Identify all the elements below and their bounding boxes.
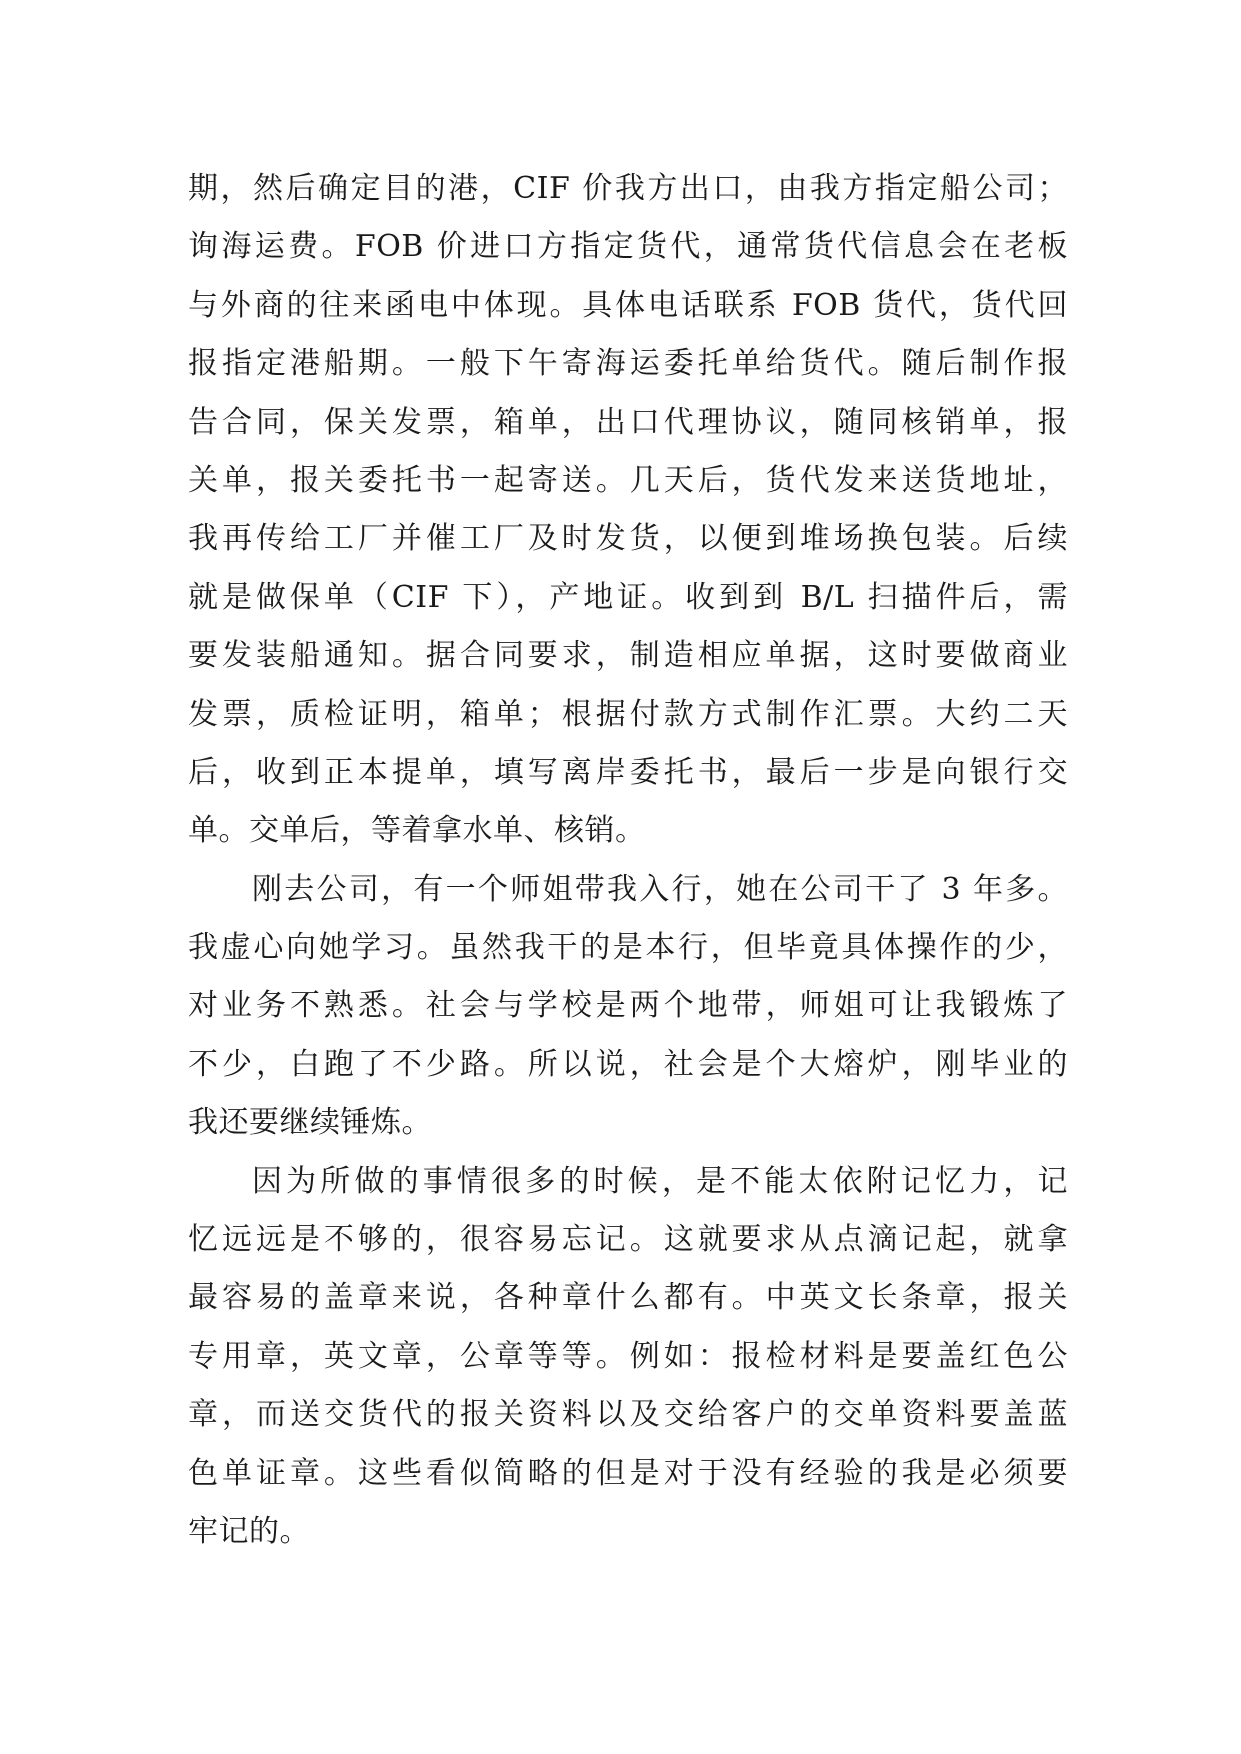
paragraph-line: 与外商的往来函电中体现。具体电话联系 FOB 货代，货代回: [188, 287, 1068, 323]
paragraph-line: 关单，报关委托书一起寄送。几天后，货代发来送货地址，: [188, 462, 1068, 498]
paragraph-line: 对业务不熟悉。社会与学校是两个地带，师姐可让我锻炼了: [188, 988, 1068, 1024]
paragraph-line: 单。交单后，等着拿水单、核销。: [188, 813, 646, 849]
paragraph-line: 专用章，英文章，公章等等。例如：报检材料是要盖红色公: [188, 1338, 1068, 1374]
paragraph-line: 因为所做的事情很多的时候，是不能太依附记忆力，记: [252, 1163, 1068, 1199]
paragraph-line: 询海运费。FOB 价进口方指定货代，通常货代信息会在老板: [188, 229, 1068, 265]
paragraph-line: 章，而送交货代的报关资料以及交给客户的交单资料要盖蓝: [188, 1397, 1068, 1433]
paragraph-2: [188, 861, 1068, 1153]
paragraph-line: 我再传给工厂并催工厂及时发货，以便到堆场换包装。后续: [188, 521, 1068, 557]
paragraph-3: [188, 1153, 1068, 1562]
paragraph-line: 刚去公司，有一个师姐带我入行，她在公司干了 3 年多。: [252, 871, 1068, 907]
paragraph-line: 要发装船通知。据合同要求，制造相应单据，这时要做商业: [188, 638, 1068, 674]
paragraph-line: 不少，白跑了不少路。所以说，社会是个大熔炉，刚毕业的: [188, 1046, 1068, 1082]
paragraph-line: 牢记的。: [188, 1513, 310, 1549]
paragraph-line: 后，收到正本提单，填写离岸委托书，最后一步是向银行交: [188, 754, 1068, 790]
paragraph-line: 我还要继续锤炼。: [188, 1105, 432, 1141]
paragraph-line: 就是做保单（CIF 下），产地证。收到到 B/L 扫描件后，需: [188, 579, 1068, 615]
paragraph-line: 最容易的盖章来说，各种章什么都有。中英文长条章，报关: [188, 1280, 1068, 1316]
paragraph-line: 忆远远是不够的，很容易忘记。这就要求从点滴记起，就拿: [188, 1222, 1068, 1258]
document-body: [188, 160, 1068, 1561]
paragraph-line: 报指定港船期。一般下午寄海运委托单给货代。随后制作报: [188, 346, 1068, 382]
paragraph-1: [188, 160, 1068, 861]
paragraph-line: 发票，质检证明，箱单；根据付款方式制作汇票。大约二天: [188, 696, 1068, 732]
paragraph-line: 告合同，保关发票，箱单，出口代理协议，随同核销单，报: [188, 404, 1068, 440]
paragraph-line: 色单证章。这些看似简略的但是对于没有经验的我是必须要: [188, 1455, 1068, 1491]
paragraph-line: 我虚心向她学习。虽然我干的是本行，但毕竟具体操作的少，: [188, 930, 1068, 966]
paragraph-line: 期，然后确定目的港，CIF 价我方出口，由我方指定船公司；: [188, 171, 1068, 206]
